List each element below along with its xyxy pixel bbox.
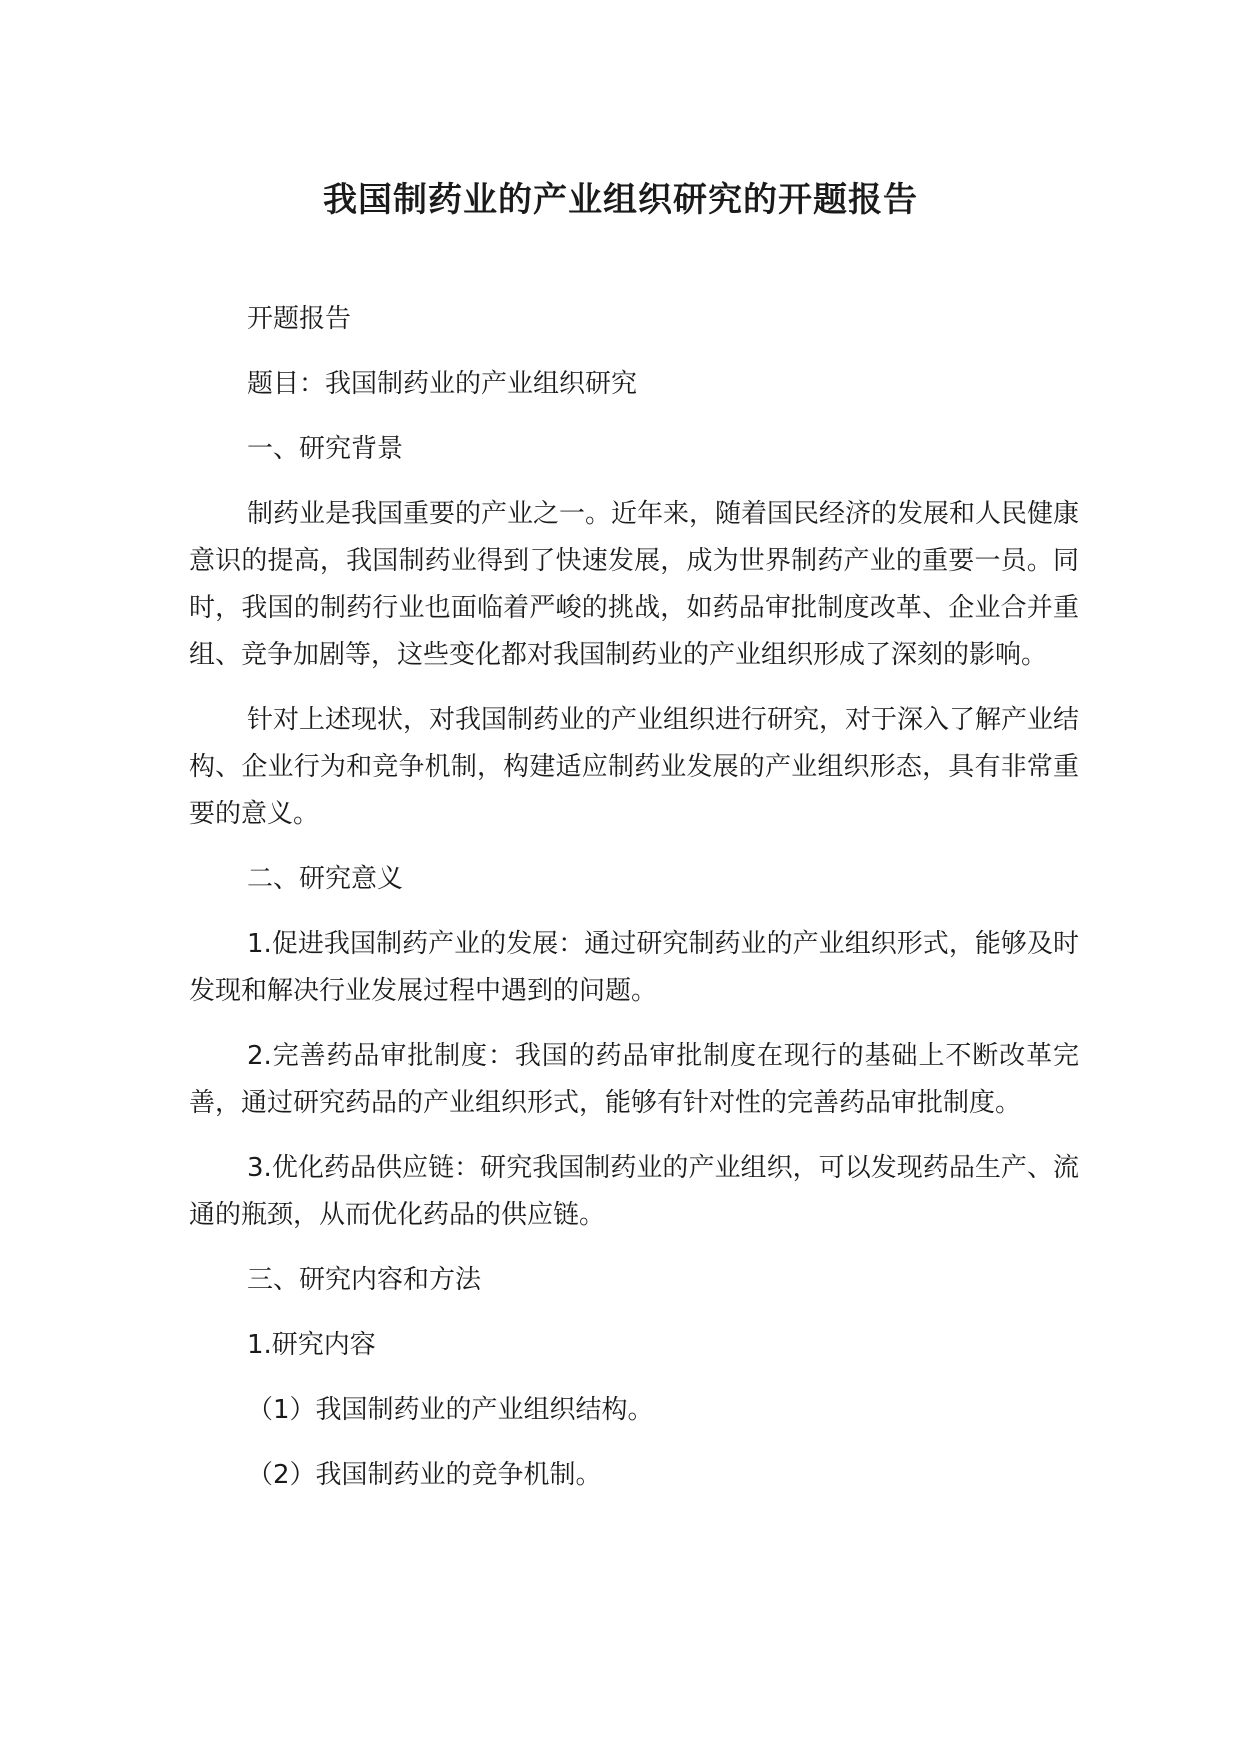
paragraph-background-1: 制药业是我国重要的产业之一。近年来，随着国民经济的发展和人民健康意识的提高，我国制药业得到了快速发展，成为世界制药产业的重要一员。同时，我国的制药行业也面临着严峻的挑战，如药品审批制度改革、企业合并重组、竞争加剧等，这些变化都对我国制药业的产业组织形成了深刻的影响。 (189, 499, 1080, 670)
document-title: 我国制药业的产业组织研究的开题报告 (323, 180, 918, 220)
heading-research-background: 一、研究背景 (247, 434, 404, 464)
document-body (189, 296, 1079, 1517)
heading-research-content: 1.研究内容 (247, 1330, 376, 1360)
paragraph-report-label: 开题报告 (247, 304, 352, 334)
paragraph-significance-2: 2.完善药品审批制度：我国的药品审批制度在现行的基础上不断改革完善，通过研究药品的产业组织形式，能够有针对性的完善药品审批制度。 (189, 1041, 1079, 1118)
paragraph-background-2: 针对上述现状，对我国制药业的产业组织进行研究，对于深入了解产业结构、企业行为和竞争机制，构建适应制药业发展的产业组织形态，具有非常重要的意义。 (189, 705, 1080, 829)
heading-research-significance: 二、研究意义 (247, 864, 404, 894)
list-item-content-2: （2）我国制药业的竞争机制。 (247, 1460, 602, 1490)
paragraph-significance-1: 1.促进我国制药产业的发展：通过研究制药业的产业组织形式，能够及时发现和解决行业发展过程中遇到的问题。 (189, 929, 1079, 1006)
list-item-content-1: （1）我国制药业的产业组织结构。 (247, 1395, 654, 1425)
paragraph-significance-3: 3.优化药品供应链：研究我国制药业的产业组织，可以发现药品生产、流通的瓶颈，从而优化药品的供应链。 (189, 1153, 1079, 1230)
heading-content-and-method: 三、研究内容和方法 (247, 1265, 482, 1295)
paragraph-topic: 题目：我国制药业的产业组织研究 (247, 369, 638, 399)
